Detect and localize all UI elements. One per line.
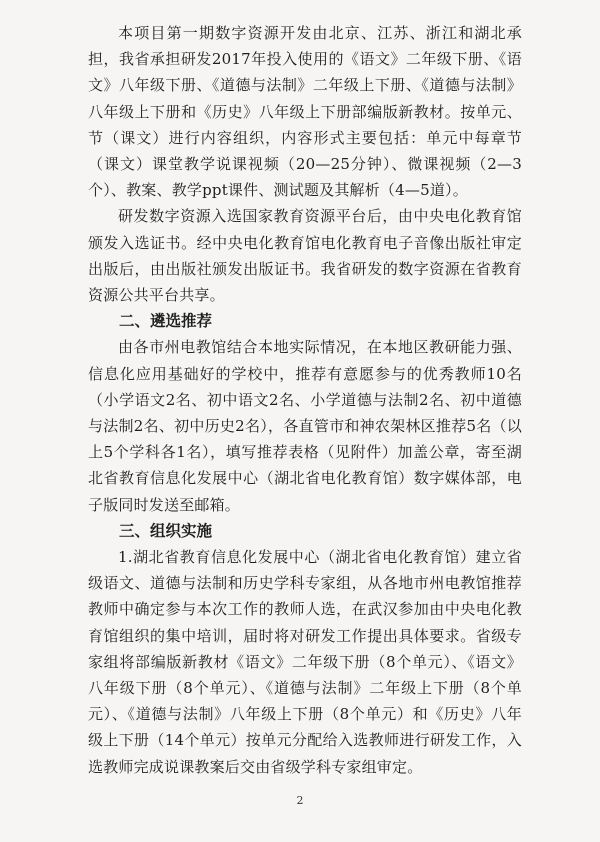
document-body [88,20,522,780]
paragraph-recommendation: 由各市州电教馆结合本地实际情况，在本地区教研能力强、信息化应用基础好的学校中，推荐有意愿参与的优秀教师10名（小学语文2名、初中语文2名、小学道德与法制2名、初中道德与法制2名、初中历史2名），各直管市和神农架林区推荐5名（以上5个学科各1名），填写推荐表格（见附件）加盖公章，寄至湖北省教育信息化发展中心（湖北省电化教育馆）数字媒体部，电子版同时发送至邮箱。 [88,338,522,514]
paragraph-project-scope: 本项目第一期数字资源开发由北京、江苏、浙江和湖北承担，我省承担研发2017年投入使用的《语文》二年级下册、《语文》八年级下册、《道德与法制》二年级上下册、《道德与法制》八年级上下册和《历史》八年级上下册部编版新教材。按单元、节（课文）进行内容组织，内容形式主要包括：单元中每章节（课文）课堂教学说课视频（20—25分钟）、微课视频（2—3个）、教案、教学ppt课件、测试题及其解析（4—5道）。 [88,24,522,200]
page-number: 2 [296,794,304,807]
section-heading-selection: 二、遴选推荐 [119,312,213,331]
paragraph-implementation-1: 1.湖北省教育信息化发展中心（湖北省电化教育馆）建立省级语文、道德与法制和历史学科专家组，从各地市州电教馆推荐教师中确定参与本次工作的教师人选，在武汉参加由中央电化教育馆组织的集中培训，届时将对研发工作提出具体要求。省级专家组将部编版新教材《语文》二年级下册（8个单元）、《语文》八年级下册（8个单元）、《道德与法制》二年级上下册（8个单元）、《道德与法制》八年级上下册（8个单元）和《历史》八年级上下册（14个单元）按单元分配给入选教师进行研发工作，入选教师完成说课教案后交由省级学科专家组审定。 [88,548,522,776]
paragraph-certification: 研发数字资源入选国家教育资源平台后，由中央电化教育馆颁发入选证书。经中央电化教育馆电化教育电子音像出版社审定出版后，由出版社颁发出版证书。我省研发的数字资源在省教育资源公共平台共享。 [88,207,522,305]
section-heading-implementation: 三、组织实施 [119,521,213,540]
